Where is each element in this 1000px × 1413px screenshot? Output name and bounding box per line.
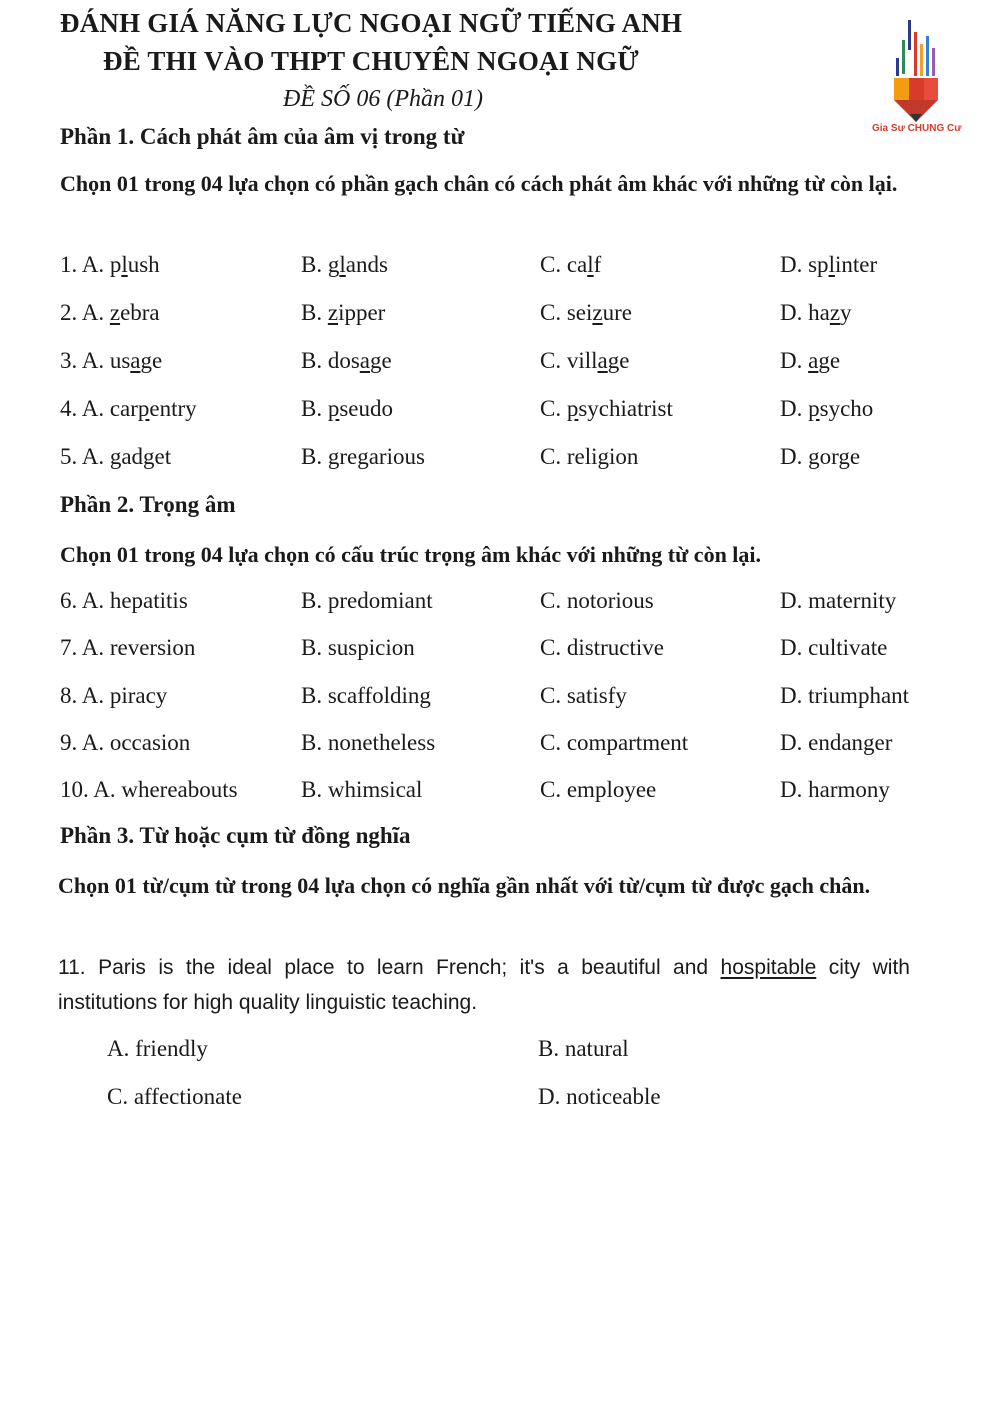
answer-option [780,444,860,470]
underlined-letters: p [137,396,150,421]
option-text: ebra [120,300,160,325]
option-text: C. ca [540,252,588,277]
option-text: D. gorge [780,444,861,469]
underlined-letters: a [130,348,141,373]
option-text: D. ha [780,300,830,325]
answer-option: C. compartment [540,730,689,755]
option-text: B. dos [301,348,360,373]
option-text: entry [149,396,197,421]
option-text: ge [370,348,392,373]
exam-title-line2: ĐỀ THI VÀO THPT CHUYÊN NGOẠI NGỮ [103,46,639,76]
underlined-letters: a [597,348,608,373]
answer-option: B. whimsical [301,777,423,802]
question-11-underlined-word: hospitable [720,956,817,979]
answer-option-d: D. noticeable [538,1084,661,1109]
answer-option [301,444,425,470]
answer-option: D. cultivate [780,635,888,660]
underlined-letters: l [121,252,128,277]
underlined-letters: a [808,348,819,373]
option-text: D. [780,348,809,373]
option-text: B. gregarious [301,444,425,469]
option-text: 4. A. car [60,396,138,421]
answer-option [60,348,162,374]
question-row [60,635,940,671]
answer-option [780,252,877,278]
option-text: 5. A. gadget [60,444,172,469]
answer-option [780,300,852,326]
option-text: ge [140,348,163,373]
answer-option [301,396,393,422]
question-row [60,252,940,288]
answer-option [301,348,392,374]
part2-instruction: Chọn 01 trong 04 lựa chọn có cấu trúc trọng âm khác với những từ còn lại. [60,542,762,567]
answer-option [780,348,840,374]
part2-title: Phần 2. Trọng âm [60,492,236,517]
underlined-letters: a [359,348,371,373]
answer-option [301,252,388,278]
exam-subtitle: ĐỀ SỐ 06 (Phần 01) [283,86,483,112]
answer-option: C. satisfy [540,683,627,708]
underlined-letters: l [587,252,594,277]
answer-option [540,348,629,374]
option-text: inter [834,252,878,277]
answer-option [60,396,197,422]
answer-option: 9. A. occasion [60,730,191,755]
answer-option: D. harmony [780,777,890,802]
option-text: f [593,252,602,277]
answer-option [301,300,385,326]
answer-option: 8. A. piracy [60,683,168,708]
answer-option [60,252,160,278]
option-text: 2. A. [60,300,110,325]
option-text: seudo [339,396,394,421]
option-text: B. [301,300,328,325]
exam-title-line1: ĐÁNH GIÁ NĂNG LỰC NGOẠI NGỮ TIẾNG ANH [60,8,683,38]
answer-option [540,300,632,326]
option-text: 1. A. p [60,252,122,277]
answer-option [60,444,171,470]
answer-option: B. scaffolding [301,683,431,708]
logo-brand-text: Gia Sư CHUNG Cư [872,123,962,134]
question-row [60,683,940,719]
option-text: D. sp [780,252,829,277]
part3-title: Phần 3. Từ hoặc cụm từ đồng nghĩa [60,823,411,848]
answer-option: C. notorious [540,588,654,613]
answer-option: C. employee [540,777,657,802]
underlined-letters: z [109,300,121,325]
underlined-letters: z [829,300,841,325]
question-row [60,588,940,624]
answer-option [540,252,601,278]
option-text: sycho [819,396,874,421]
underlined-letters: p [327,396,340,421]
answer-option [60,300,160,326]
option-text: C. religion [540,444,639,469]
option-text: D. [780,396,809,421]
question-11-text [58,950,910,1020]
answer-option: B. suspicion [301,635,415,660]
answer-option: D. maternity [780,588,897,613]
pencil-logo-icon [880,18,960,136]
answer-option: C. distructive [540,635,664,660]
option-text: sychiatrist [578,396,673,421]
question-row [60,444,940,480]
option-text: B. g [301,252,340,277]
option-text: 3. A. us [60,348,131,373]
answer-option [540,444,638,470]
question-row [60,777,940,813]
question-row [60,396,940,432]
answer-option-c: C. affectionate [107,1084,242,1109]
part3-instruction: Chọn 01 từ/cụm từ trong 04 lựa chọn có nghĩa gần nhất với từ/cụm từ được gạch chân. [58,873,871,898]
part1-title: Phần 1. Cách phát âm của âm vị trong từ [60,124,465,149]
option-text: B. [301,396,328,421]
option-text: ge [607,348,630,373]
underlined-letters: l [828,252,835,277]
answer-option-a: A. friendly [107,1036,208,1061]
option-text: C. vill [540,348,598,373]
question-row [60,348,940,384]
answer-option: B. nonetheless [301,730,436,755]
answer-option: D. endanger [780,730,893,755]
option-text: ge [818,348,841,373]
option-text: ipper [338,300,386,325]
question-11-before: 11. Paris is the ideal place to learn French; it's a beautiful and [58,956,721,979]
underlined-letters: p [566,396,579,421]
option-text: C. [540,396,567,421]
underlined-letters: l [339,252,346,277]
answer-option: 10. A. whereabouts [60,777,238,802]
answer-option-b: B. natural [538,1036,629,1061]
underlined-letters: z [592,300,603,325]
answer-option [540,396,673,422]
option-text: C. sei [540,300,593,325]
question-row [60,730,940,766]
answer-option: 6. A. hepatitis [60,588,188,613]
option-text: ush [127,252,160,277]
part1-instruction: Chọn 01 trong 04 lựa chọn có phần gạch chân có cách phát âm khác với những từ còn lại. [60,171,898,196]
option-text: y [840,300,852,325]
question-11-after: city with institutions for high quality linguistic teaching. [58,956,910,1014]
underlined-letters: z [327,300,339,325]
option-text: ure [602,300,632,325]
answer-option: B. predomiant [301,588,433,613]
underlined-letters: p [808,396,820,421]
answer-option [780,396,873,422]
answer-option: D. triumphant [780,683,910,708]
question-row [60,300,940,336]
answer-option: 7. A. reversion [60,635,196,660]
option-text: ands [345,252,388,277]
